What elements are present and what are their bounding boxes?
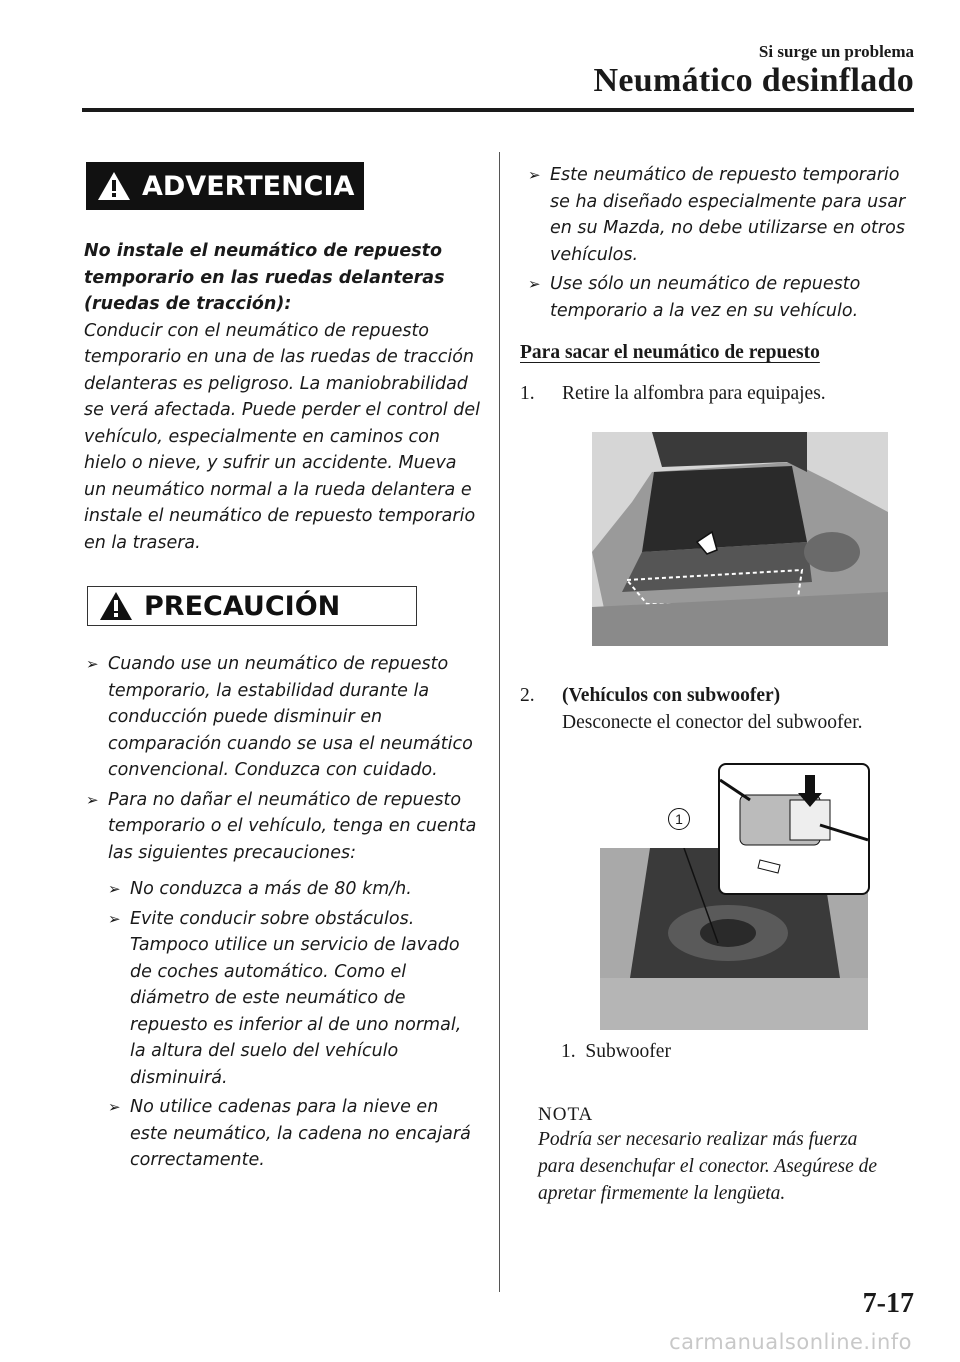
warning-label-text: ADVERTENCIA (142, 170, 355, 202)
note-text: Podría ser necesario realizar más fuerza para desenchufar el conector. Asegúrese de apretar firmemente la lengüeta. (538, 1129, 878, 1204)
left-column (84, 162, 480, 1177)
list-item: ➢ No conduzca a más de 80 km/h. (106, 876, 480, 903)
list-item: ➢ Cuando use un neumático de repuesto temporario, la estabilidad durante la conducción puede disminuir en comparación cuando se usa el neumático convencional. Conduzca con cuidado. (84, 651, 480, 784)
arrow-bullet-icon: ➢ (528, 275, 541, 293)
list-item: ➢ No utilice cadenas para la nieve en este neumático, la cadena no encajará correctamente. (106, 1094, 480, 1174)
warning-label (86, 162, 364, 210)
column-divider (499, 152, 500, 1292)
caution-triangle-icon (98, 590, 134, 622)
arrow-bullet-icon: ➢ (108, 880, 121, 898)
arrow-bullet-icon: ➢ (528, 166, 541, 184)
step-1: 1. Retire la alfombra para equipajes. (520, 383, 826, 404)
list-item: ➢ Evite conducir sobre obstáculos. Tampoco utilice un servicio de lavado de coches automático. Como el diámetro de este neumático de repuesto es inferior al de uno normal, la altura del suelo del vehículo disminuirá. (106, 906, 480, 1092)
connector-detail-inset (718, 763, 870, 895)
note-heading: NOTA (538, 1104, 594, 1125)
list-item: ➢ Este neumático de repuesto temporario se ha diseñado especialmente para usar en su Mazda, no debe utilizarse en otros vehículos. (526, 162, 920, 268)
list-item: ➢ Para no dañar el neumático de repuesto temporario o el vehículo, tenga en cuenta las siguientes precauciones: (84, 787, 480, 867)
caution-label-text: PRECAUCIÓN (144, 590, 341, 622)
trunk-figure (592, 432, 888, 646)
arrow-bullet-icon: ➢ (86, 655, 99, 673)
watermark: carmanualsonline.info (669, 1330, 912, 1354)
right-column (520, 162, 920, 407)
caution-label (87, 586, 417, 626)
caution-list (84, 651, 480, 866)
step-2: 2. (Vehículos con subwoofer) Desconecte el conector del subwoofer. (520, 685, 863, 733)
page-number: 7-17 (862, 1288, 914, 1319)
note-block (538, 1104, 898, 1207)
connector-illustration (720, 765, 868, 893)
caution-list-continued (526, 162, 920, 324)
section-subheading: Para sacar el neumático de repuesto (520, 342, 820, 363)
trunk-illustration (592, 432, 888, 646)
header-rule (82, 108, 914, 112)
warning-triangle-icon (96, 170, 132, 202)
arrow-bullet-icon: ➢ (108, 909, 121, 928)
callout-1: 1 (668, 808, 690, 830)
arrow-bullet-icon: ➢ (108, 1098, 121, 1116)
header-section: Si surge un problema (758, 42, 914, 61)
list-item: ➢ Use sólo un neumático de repuesto temporario a la vez en su vehículo. (526, 271, 920, 324)
legend-item: 1. Subwoofer (561, 1041, 671, 1062)
arrow-bullet-icon: ➢ (86, 790, 99, 809)
warning-text: Conducir con el neumático de repuesto temporario en una de las ruedas de tracción delanteras es peligroso. La maniobrabilidad se verá afectada. Puede perder el control del vehículo, especialmente en caminos con hielo o nieve, y sufrir un accidente. Mueva un neumático normal a la rueda delantera e instale el neumático de repuesto temporario en la trasera. (84, 320, 480, 553)
warning-heading: No instale el neumático de repuesto temporario en las ruedas delanteras (ruedas de tracción): (84, 241, 445, 314)
caution-sub-list (84, 876, 480, 1174)
page-title: Neumático desinflado (593, 62, 914, 99)
